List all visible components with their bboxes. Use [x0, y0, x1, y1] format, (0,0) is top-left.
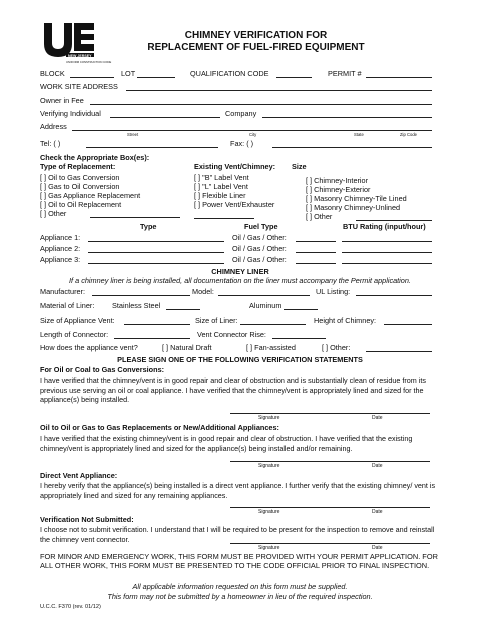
state-caption: State [354, 132, 364, 137]
statement-4-title: Verification Not Submitted: [40, 515, 134, 524]
manufacturer-field[interactable] [92, 295, 190, 296]
lot-label: LOT [121, 69, 136, 78]
block-label: BLOCK [40, 69, 65, 78]
lot-field[interactable] [137, 77, 175, 78]
city-caption: City [249, 132, 257, 137]
statement-3-signature-caption: Signature [258, 509, 280, 515]
address-field[interactable] [72, 130, 432, 131]
model-label: Model: [192, 287, 214, 296]
statement-2-title: Oil to Oil or Gas to Gas Replacements or New/Additional Appliances: [40, 423, 279, 432]
statement-1-title: For Oil or Coal to Gas Conversions: [40, 365, 165, 374]
appliance-2-fuel-label: Oil / Gas / Other: [232, 244, 287, 253]
tel-field[interactable] [86, 147, 218, 148]
type-of-replacement-heading: Type of Replacement: [40, 162, 116, 171]
chimney-liner-note: If a chimney liner is being installed, all documentation on the liner must accompany the Permit application. [69, 276, 411, 285]
vent-option[interactable]: [ ] "L" Label Vent [194, 182, 248, 191]
replacement-option-other[interactable]: [ ] Other [40, 209, 67, 218]
qualification-code-label: QUALIFICATION CODE [190, 69, 269, 78]
company-label: Company [225, 109, 257, 118]
work-site-address-field[interactable] [126, 90, 432, 91]
appliance-3-type-field[interactable] [88, 263, 224, 264]
address-label: Address [40, 122, 67, 131]
statement-4-date-caption: Date [372, 545, 383, 551]
form-title-line1: CHIMNEY VERIFICATION FOR [184, 30, 328, 41]
vent-extra-field[interactable] [194, 218, 254, 219]
fax-field[interactable] [272, 147, 432, 148]
appliance-1-btu-field[interactable] [342, 241, 432, 242]
model-field[interactable] [218, 295, 310, 296]
statement-2-signature-caption: Signature [258, 463, 280, 469]
permit-field[interactable] [366, 77, 432, 78]
appliance-3-btu-field[interactable] [342, 263, 432, 264]
block-field[interactable] [70, 77, 114, 78]
replacement-option[interactable]: [ ] Oil to Oil Replacement [40, 200, 122, 209]
statement-4-text: I choose not to submit verification. I understand that I will be required to be present for the inspection to remove and reinstall the chimney vent connector. [40, 525, 435, 544]
vent-option[interactable]: [ ] Flexible Liner [194, 191, 246, 200]
manufacturer-label: Manufacturer: [40, 287, 86, 296]
zip-caption: Zip Code [400, 132, 417, 137]
statement-2-text: I have verified that the existing chimney/vent is in good repair and clear of obstruction. I have verified that the existing chimney/vent is appropriately lined and sized for the appliance(s) being installed and/or remaining. [40, 434, 413, 453]
appliance-2-label: Appliance 2: [40, 244, 81, 253]
statement-1-date-caption: Date [372, 415, 383, 421]
statement-2-date-caption: Date [372, 463, 383, 469]
appliance-1-label: Appliance 1: [40, 233, 81, 242]
fax-label: Fax: ( ) [230, 139, 254, 148]
tel-label: Tel: ( ) [40, 139, 61, 148]
ucc-logo [40, 20, 112, 66]
statement-4-signature-line[interactable] [230, 543, 430, 544]
logo-text-1: NEW JERSEY [68, 54, 92, 58]
length-connector-label: Length of Connector: [40, 330, 109, 339]
other-vent-field[interactable] [366, 351, 432, 352]
chimney-liner-heading: CHIMNEY LINER [211, 267, 269, 276]
aluminum-option: Aluminum [249, 301, 282, 310]
statement-1-signature-caption: Signature [258, 415, 280, 421]
check-boxes-heading: Check the Appropriate Box(es): [40, 153, 150, 162]
footer-italic-1: All applicable information requested on this form must be supplied. [132, 582, 348, 591]
replacement-option[interactable]: [ ] Oil to Gas Conversion [40, 173, 120, 182]
statement-2-signature-line[interactable] [230, 461, 430, 462]
ul-listing-field[interactable] [356, 295, 432, 296]
statement-3-signature-line[interactable] [230, 507, 430, 508]
vent-rise-label: Vent Connector Rise: [197, 330, 266, 339]
chimney-option[interactable]: [ ] Chimney-Interior [306, 176, 369, 185]
other-vent-option[interactable]: [ ] Other: [322, 343, 351, 352]
appliance-3-fuel-label: Oil / Gas / Other: [232, 255, 287, 264]
logo-text-2: UNIFORM CONSTRUCTION CODE [66, 60, 112, 64]
size-liner-field[interactable] [240, 324, 306, 325]
statement-3-title: Direct Vent Appliance: [40, 471, 118, 480]
chimney-option[interactable]: [ ] Chimney-Exterior [306, 185, 371, 194]
size-liner-label: Size of Liner: [195, 316, 238, 325]
material-label: Material of Liner: [40, 301, 95, 310]
stainless-steel-field[interactable] [166, 309, 200, 310]
natural-draft-option[interactable]: [ ] Natural Draft [162, 343, 212, 352]
appliance-1-fuel-label: Oil / Gas / Other: [232, 233, 287, 242]
qualification-code-field[interactable] [276, 77, 312, 78]
replacement-other-field[interactable] [90, 217, 180, 218]
verification-heading: PLEASE SIGN ONE OF THE FOLLOWING VERIFICATION STATEMENTS [117, 355, 363, 364]
verifying-individual-label: Verifying Individual [40, 109, 101, 118]
form-title-line2: REPLACEMENT OF FUEL-FIRED EQUIPMENT [147, 42, 365, 53]
height-label: Height of Chimney: [314, 316, 377, 325]
footer-italic-2: This form may not be submitted by a homeowner in lieu of the required inspection. [107, 592, 373, 601]
appliance-3-fuel-field[interactable] [296, 263, 336, 264]
footer-notice: FOR MINOR AND EMERGENCY WORK, THIS FORM MUST BE PROVIDED WITH YOUR PERMIT APPLICATION. FOR ALL OTHER WORK, THIS FORM MUST BE PRESENTED TO THE CODE OFFICIAL PRIOR TO FINAL INSPECTION. [40, 552, 438, 571]
aluminum-field[interactable] [284, 309, 318, 310]
size-vent-field[interactable] [124, 324, 190, 325]
type-column-heading: Type [140, 222, 157, 231]
btu-column-heading: BTU Rating (input/hour) [343, 222, 426, 231]
verifying-individual-field[interactable] [110, 117, 220, 118]
statement-1-signature-line[interactable] [230, 413, 430, 414]
replacement-option[interactable]: [ ] Gas to Oil Conversion [40, 182, 120, 191]
chimney-other-field[interactable] [356, 220, 432, 221]
vent-option[interactable]: [ ] "B" Label Vent [194, 173, 249, 182]
form-id: U.C.C. F370 (rev. 01/12) [40, 604, 101, 610]
how-vent-label: How does the appliance vent? [40, 343, 138, 352]
height-field[interactable] [384, 324, 432, 325]
chimney-option[interactable]: [ ] Masonry Chimney-Unlined [306, 203, 401, 212]
appliance-1-fuel-field[interactable] [296, 241, 336, 242]
statement-1-text: I have verified that the chimney/vent is in good repair and clear of obstruction and is substantially clean of residue from its previous use serving an oil or coal appliance. I have verified that the chimney/vent is appropriately lined and sized for the appliance(s) being installed. [40, 376, 426, 405]
size-heading: Size [292, 162, 307, 171]
appliance-2-type-field[interactable] [88, 252, 224, 253]
street-caption: Street [127, 132, 139, 137]
fan-assisted-option[interactable]: [ ] Fan-assisted [246, 343, 296, 352]
replacement-option[interactable]: [ ] Gas Appliance Replacement [40, 191, 141, 200]
work-site-address-label: WORK SITE ADDRESS [40, 82, 118, 91]
permit-label: PERMIT # [328, 69, 362, 78]
appliance-3-label: Appliance 3: [40, 255, 81, 264]
vent-rise-field[interactable] [272, 338, 326, 339]
size-vent-label: Size of Appliance Vent: [40, 316, 115, 325]
statement-3-date-caption: Date [372, 509, 383, 515]
owner-label: Owner in Fee [40, 96, 84, 105]
appliance-2-fuel-field[interactable] [296, 252, 336, 253]
stainless-steel-option: Stainless Steel [112, 301, 161, 310]
chimney-option-other[interactable]: [ ] Other [306, 212, 333, 221]
owner-field[interactable] [90, 104, 432, 105]
chimney-option[interactable]: [ ] Masonry Chimney-Tile Lined [306, 194, 407, 203]
vent-option[interactable]: [ ] Power Vent/Exhauster [194, 200, 275, 209]
existing-vent-heading: Existing Vent/Chimney: [194, 162, 276, 171]
length-connector-field[interactable] [114, 338, 190, 339]
fuel-type-column-heading: Fuel Type [244, 222, 278, 231]
appliance-1-type-field[interactable] [88, 241, 224, 242]
company-field[interactable] [262, 117, 432, 118]
statement-4-signature-caption: Signature [258, 545, 280, 551]
statement-3-text: I hereby verify that the appliance(s) being installed is a direct vent appliance. I further verify that the existing chimney/ vent is appropriately lined and sized for any remaining appliances. [40, 481, 436, 500]
appliance-2-btu-field[interactable] [342, 252, 432, 253]
ul-listing-label: UL Listing: [316, 287, 351, 296]
